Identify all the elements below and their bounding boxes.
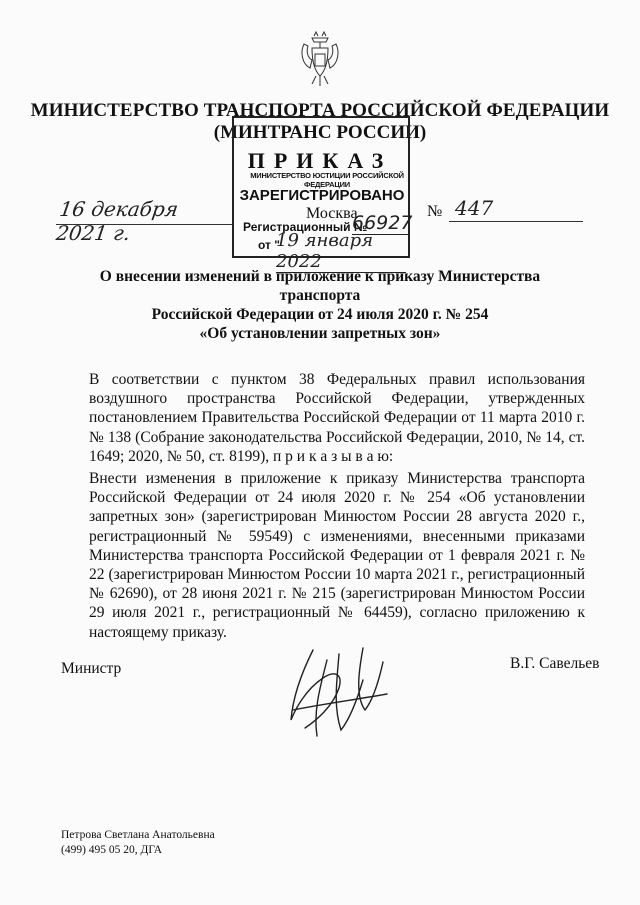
title-line-2: Российской Федерации от 24 июля 2020 г. № 254 — [151, 306, 489, 323]
body-paragraph-1: В соответствии с пунктом 38 Федеральных правил использования воздушного пространства Российской Федерации, утвержденных постановлением Правительства Российской Федерации от 11 марта 2010 г. № 138 (Собрание законодательства Российской Федерации, 2010, № 14, ст. 1649; 2020, № 50, ст. 8199), п р и к а з ы в а ю: — [89, 371, 585, 465]
document-type: ПРИКАЗ — [247, 148, 393, 173]
signature-icon — [283, 640, 393, 744]
order-number: 447 — [455, 196, 494, 220]
stamp-date: 19 января 2022 — [276, 230, 406, 273]
number-sign: № — [427, 203, 443, 220]
signatory-title: Министр — [61, 660, 122, 677]
order-date: 16 декабря 2021 г. — [54, 197, 180, 245]
signatory-name: В.Г. Савельев — [510, 655, 600, 672]
stamp-registered-label: ЗАРЕГИСТРИРОВАНО — [239, 187, 405, 204]
executor-name: Петрова Светлана Анатольевна — [61, 829, 215, 841]
ministry-short-name: (МИНТРАНС РОССИИ) — [213, 122, 427, 143]
city: Москва — [306, 205, 358, 222]
date-underline — [56, 224, 232, 225]
ministry-name: МИНИСТЕРСТВО ТРАНСПОРТА РОССИЙСКОЙ ФЕДЕРАЦИИ — [30, 100, 610, 121]
stamp-regno-label: Регистрационный № — [243, 220, 368, 234]
executor-block — [61, 828, 215, 858]
stamp-regno: 66927 — [352, 212, 413, 234]
document-title — [60, 267, 580, 343]
coat-of-arms-icon — [298, 30, 342, 90]
stamp-ministry-of-justice: МИНИСТЕРСТВО ЮСТИЦИИ РОССИЙСКОЙ ФЕДЕРАЦИИ — [250, 171, 404, 189]
body-paragraph-2: Внести изменения в приложение к приказу Министерства транспорта Российской Федерации от 24 июля 2020 г. № 254 «Об установлении запретных зон» (зарегистрирован Минюстом России 28 августа 2020 г., регистрационный № 59549) с изменениями, внесенными приказами Министерства транспорта Российской Федерации от 1 февраля 2021 г. № 22 (зарегистрирован Минюстом России 10 марта 2021 г., регистрационный № 62690), от 28 июня 2021 г. № 215 (зарегистрирован Минюстом России 29 июля 2021 г., регистрационный № 64459), согласно приложению к настоящему приказу. — [89, 470, 585, 641]
executor-phone: (499) 495 05 20, ДГА — [61, 844, 163, 856]
title-line-3: «Об установлении запретных зон» — [199, 325, 441, 342]
number-underline — [449, 221, 583, 222]
title-line-1: О внесении изменений в приложение к приказу Министерства транспорта — [99, 268, 541, 304]
stamp-from-label: от " — [258, 238, 280, 252]
